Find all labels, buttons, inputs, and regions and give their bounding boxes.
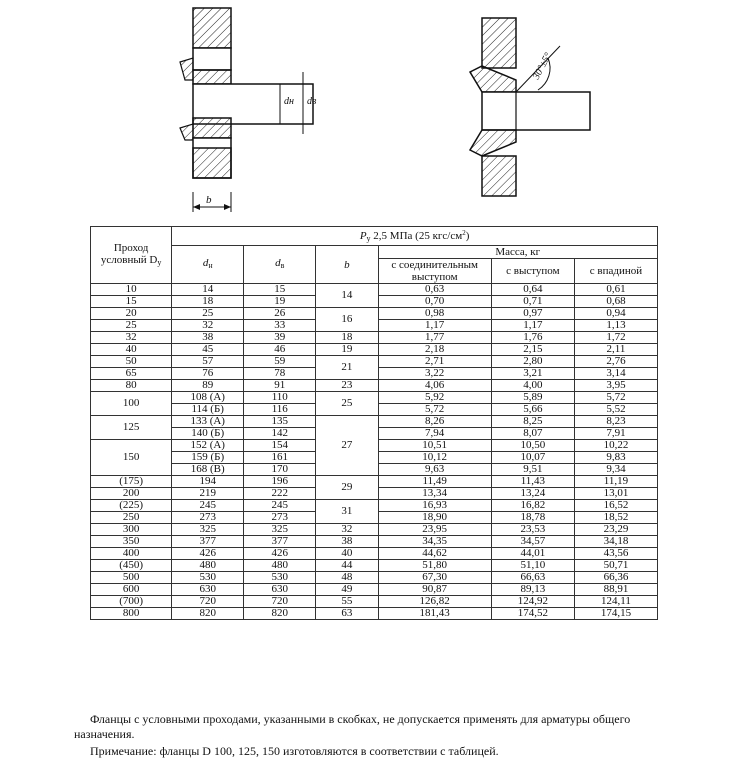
cell-mass-2: 9,51	[491, 464, 574, 476]
cell-mass-2: 5,89	[491, 392, 574, 404]
cell-dn: 18	[172, 296, 244, 308]
cell-mass-3: 0,61	[574, 284, 657, 296]
header-b-text: b	[344, 258, 350, 271]
table-row	[91, 344, 658, 356]
cell-dn: 45	[172, 344, 244, 356]
table-row	[91, 584, 658, 596]
cell-mass-3: 2,76	[574, 356, 657, 368]
cell-mass-1: 5,72	[378, 404, 491, 416]
table-row	[91, 416, 658, 428]
cell-dn: 38	[172, 332, 244, 344]
header-pressure-sup: 2	[462, 229, 466, 237]
label-angle: 30°±5°	[530, 51, 555, 82]
header-mass-2: с выступом	[491, 259, 574, 284]
label-dn: dн	[284, 96, 294, 107]
header-pressure-p: P	[359, 230, 367, 242]
cell-dv: 377	[244, 536, 316, 548]
table-row	[91, 356, 658, 368]
header-dn-sub: н	[208, 261, 213, 270]
cell-mass-2: 0,64	[491, 284, 574, 296]
cell-mass-3: 7,91	[574, 428, 657, 440]
cell-mass-3: 88,91	[574, 584, 657, 596]
cell-dy: 500	[91, 572, 172, 584]
cell-dn: 152 (А)	[172, 440, 244, 452]
cell-dv: 110	[244, 392, 316, 404]
cell-dn: 325	[172, 524, 244, 536]
cell-mass-2: 2,80	[491, 356, 574, 368]
cell-dn: 720	[172, 596, 244, 608]
cell-mass-1: 11,49	[378, 476, 491, 488]
cell-mass-2: 0,97	[491, 308, 574, 320]
cell-dv: 116	[244, 404, 316, 416]
cell-mass-3: 34,18	[574, 536, 657, 548]
cell-mass-3: 0,68	[574, 296, 657, 308]
cell-dn: 140 (Б)	[172, 428, 244, 440]
header-pressure-text: 2,5 МПа (25 кгс/см	[370, 230, 463, 242]
header-dn-text: d	[202, 257, 209, 269]
cell-dy: 50	[91, 356, 172, 368]
cell-mass-2: 13,24	[491, 488, 574, 500]
cell-mass-1: 126,82	[378, 596, 491, 608]
cell-dn: 820	[172, 608, 244, 620]
cell-mass-1: 2,71	[378, 356, 491, 368]
footer-note-2: Примечание: фланцы D 100, 125, 150 изготовляются в соответствии с таблицей.	[90, 744, 499, 758]
cell-dn: 168 (В)	[172, 464, 244, 476]
left-flange-section	[180, 8, 313, 212]
cell-dv: 245	[244, 500, 316, 512]
cell-b: 49	[316, 584, 378, 596]
cell-mass-3: 2,11	[574, 344, 657, 356]
cell-mass-1: 51,80	[378, 560, 491, 572]
cell-mass-1: 4,06	[378, 380, 491, 392]
header-dv-text: d	[275, 257, 281, 269]
cell-mass-2: 0,71	[491, 296, 574, 308]
cell-b: 44	[316, 560, 378, 572]
cell-b: 38	[316, 536, 378, 548]
header-pass-sub: y	[157, 257, 162, 267]
cell-mass-2: 23,53	[491, 524, 574, 536]
table-row	[91, 500, 658, 512]
cell-dv: 59	[244, 356, 316, 368]
cell-dn: 426	[172, 548, 244, 560]
cell-mass-1: 0,70	[378, 296, 491, 308]
cell-mass-2: 124,92	[491, 596, 574, 608]
cell-mass-1: 18,90	[378, 512, 491, 524]
cell-dn: 57	[172, 356, 244, 368]
cell-b: 55	[316, 596, 378, 608]
cell-dy: 150	[91, 440, 172, 476]
cell-dy: 200	[91, 488, 172, 500]
cell-dy: 80	[91, 380, 172, 392]
cell-mass-2: 3,21	[491, 368, 574, 380]
cell-mass-1: 67,30	[378, 572, 491, 584]
cell-dv: 91	[244, 380, 316, 392]
cell-dv: 26	[244, 308, 316, 320]
cell-dv: 161	[244, 452, 316, 464]
cell-mass-2: 18,78	[491, 512, 574, 524]
cell-mass-1: 44,62	[378, 548, 491, 560]
cell-mass-3: 23,29	[574, 524, 657, 536]
header-mass-1: с соединительным выступом	[378, 259, 491, 284]
cell-dy: 15	[91, 296, 172, 308]
cell-mass-2: 1,17	[491, 320, 574, 332]
header-pressure-sub: y	[366, 234, 371, 243]
cell-dn: 14	[172, 284, 244, 296]
cell-dy: (700)	[91, 596, 172, 608]
cell-mass-2: 11,43	[491, 476, 574, 488]
cell-mass-3: 18,52	[574, 512, 657, 524]
cell-dy: 32	[91, 332, 172, 344]
cell-dv: 154	[244, 440, 316, 452]
table-row	[91, 536, 658, 548]
footer-note-1: Фланцы с условными проходами, указанными в скобках, не допускается применять для арматуры общего назначения.	[74, 712, 631, 741]
cell-dy: 25	[91, 320, 172, 332]
cell-mass-3: 9,34	[574, 464, 657, 476]
cell-mass-2: 66,63	[491, 572, 574, 584]
table-row	[91, 380, 658, 392]
cell-mass-1: 0,63	[378, 284, 491, 296]
cell-mass-1: 5,92	[378, 392, 491, 404]
header-dv	[244, 246, 316, 284]
cell-mass-2: 8,25	[491, 416, 574, 428]
cell-mass-1: 34,35	[378, 536, 491, 548]
cell-mass-3: 1,13	[574, 320, 657, 332]
cell-b: 25	[316, 392, 378, 416]
flange-drawings	[0, 0, 750, 222]
flange-drawing-svg	[0, 0, 750, 222]
cell-dy: 250	[91, 512, 172, 524]
cell-mass-2: 174,52	[491, 608, 574, 620]
cell-dv: 820	[244, 608, 316, 620]
cell-b: 21	[316, 356, 378, 380]
cell-b: 19	[316, 344, 378, 356]
cell-dn: 245	[172, 500, 244, 512]
cell-b: 23	[316, 380, 378, 392]
cell-mass-2: 8,07	[491, 428, 574, 440]
cell-mass-2: 10,50	[491, 440, 574, 452]
cell-dv: 222	[244, 488, 316, 500]
header-dn	[172, 246, 244, 284]
cell-b: 14	[316, 284, 378, 308]
cell-mass-1: 1,77	[378, 332, 491, 344]
cell-mass-3: 13,01	[574, 488, 657, 500]
cell-mass-1: 23,95	[378, 524, 491, 536]
table-row	[91, 284, 658, 296]
table-row	[91, 524, 658, 536]
cell-dn: 32	[172, 320, 244, 332]
cell-dv: 39	[244, 332, 316, 344]
cell-mass-3: 66,36	[574, 572, 657, 584]
cell-mass-3: 10,22	[574, 440, 657, 452]
cell-dy: 65	[91, 368, 172, 380]
cell-dv: 630	[244, 584, 316, 596]
cell-dv: 78	[244, 368, 316, 380]
table-body	[91, 284, 658, 620]
cell-mass-2: 4,00	[491, 380, 574, 392]
cell-mass-1: 0,98	[378, 308, 491, 320]
cell-mass-1: 10,51	[378, 440, 491, 452]
cell-mass-1: 13,34	[378, 488, 491, 500]
cell-b: 31	[316, 500, 378, 524]
cell-dv: 196	[244, 476, 316, 488]
right-flange-section	[470, 18, 590, 196]
cell-mass-1: 7,94	[378, 428, 491, 440]
cell-b: 32	[316, 524, 378, 536]
header-pass	[91, 227, 172, 284]
cell-dn: 530	[172, 572, 244, 584]
cell-mass-3: 124,11	[574, 596, 657, 608]
cell-b: 63	[316, 608, 378, 620]
cell-mass-1: 2,18	[378, 344, 491, 356]
cell-mass-1: 10,12	[378, 452, 491, 464]
table-row	[91, 308, 658, 320]
cell-dn: 133 (А)	[172, 416, 244, 428]
cell-dn: 25	[172, 308, 244, 320]
cell-dy: 20	[91, 308, 172, 320]
header-dv-sub: в	[280, 261, 285, 270]
cell-mass-3: 0,94	[574, 308, 657, 320]
cell-dv: 135	[244, 416, 316, 428]
cell-mass-1: 90,87	[378, 584, 491, 596]
cell-dn: 480	[172, 560, 244, 572]
cell-dv: 15	[244, 284, 316, 296]
cell-mass-2: 10,07	[491, 452, 574, 464]
cell-dy: (175)	[91, 476, 172, 488]
cell-mass-3: 3,95	[574, 380, 657, 392]
cell-mass-1: 16,93	[378, 500, 491, 512]
header-mass-3: с впадиной	[574, 259, 657, 284]
cell-dy: 800	[91, 608, 172, 620]
table-row	[91, 596, 658, 608]
cell-mass-1: 8,26	[378, 416, 491, 428]
cell-dv: 46	[244, 344, 316, 356]
cell-dn: 194	[172, 476, 244, 488]
header-pressure	[172, 227, 658, 246]
flange-spec-table	[90, 226, 658, 620]
cell-b: 27	[316, 416, 378, 476]
label-dv: dв	[307, 96, 317, 107]
cell-mass-2: 16,82	[491, 500, 574, 512]
cell-mass-3: 16,52	[574, 500, 657, 512]
cell-b: 16	[316, 308, 378, 332]
label-b: b	[206, 194, 212, 206]
cell-mass-2: 2,15	[491, 344, 574, 356]
cell-dv: 170	[244, 464, 316, 476]
cell-mass-2: 34,57	[491, 536, 574, 548]
cell-dy: (450)	[91, 560, 172, 572]
cell-mass-3: 5,72	[574, 392, 657, 404]
cell-dv: 530	[244, 572, 316, 584]
cell-mass-3: 50,71	[574, 560, 657, 572]
cell-dy: 350	[91, 536, 172, 548]
cell-dn: 630	[172, 584, 244, 596]
header-pass-text: Проход условный D	[100, 241, 158, 266]
cell-mass-3: 1,72	[574, 332, 657, 344]
cell-dv: 720	[244, 596, 316, 608]
cell-dy: 100	[91, 392, 172, 416]
cell-dv: 480	[244, 560, 316, 572]
cell-dv: 19	[244, 296, 316, 308]
cell-mass-3: 8,23	[574, 416, 657, 428]
cell-mass-3: 11,19	[574, 476, 657, 488]
cell-dy: 300	[91, 524, 172, 536]
header-pressure-end: )	[465, 230, 470, 242]
cell-dn: 377	[172, 536, 244, 548]
cell-dv: 273	[244, 512, 316, 524]
cell-mass-2: 44,01	[491, 548, 574, 560]
cell-dy: 600	[91, 584, 172, 596]
cell-dy: 125	[91, 416, 172, 440]
cell-mass-1: 9,63	[378, 464, 491, 476]
cell-mass-1: 1,17	[378, 320, 491, 332]
cell-mass-3: 43,56	[574, 548, 657, 560]
cell-dn: 273	[172, 512, 244, 524]
cell-b: 40	[316, 548, 378, 560]
cell-mass-3: 3,14	[574, 368, 657, 380]
cell-dv: 426	[244, 548, 316, 560]
cell-dy: (225)	[91, 500, 172, 512]
cell-dy: 40	[91, 344, 172, 356]
cell-dn: 108 (А)	[172, 392, 244, 404]
cell-dn: 114 (Б)	[172, 404, 244, 416]
table-row	[91, 572, 658, 584]
cell-mass-3: 5,52	[574, 404, 657, 416]
table-row	[91, 560, 658, 572]
cell-dy: 10	[91, 284, 172, 296]
cell-mass-1: 181,43	[378, 608, 491, 620]
header-b	[316, 246, 378, 284]
header-mass: Масса, кг	[378, 246, 657, 259]
table-row	[91, 392, 658, 404]
table-row	[91, 332, 658, 344]
cell-dv: 142	[244, 428, 316, 440]
cell-mass-2: 5,66	[491, 404, 574, 416]
cell-b: 48	[316, 572, 378, 584]
cell-mass-3: 174,15	[574, 608, 657, 620]
cell-dy: 400	[91, 548, 172, 560]
table-row	[91, 476, 658, 488]
cell-dn: 89	[172, 380, 244, 392]
cell-dn: 219	[172, 488, 244, 500]
cell-b: 29	[316, 476, 378, 500]
cell-mass-2: 51,10	[491, 560, 574, 572]
cell-dv: 325	[244, 524, 316, 536]
cell-dn: 159 (Б)	[172, 452, 244, 464]
cell-mass-1: 3,22	[378, 368, 491, 380]
cell-dn: 76	[172, 368, 244, 380]
cell-mass-3: 9,83	[574, 452, 657, 464]
table-row	[91, 608, 658, 620]
cell-mass-2: 1,76	[491, 332, 574, 344]
cell-mass-2: 89,13	[491, 584, 574, 596]
table-row	[91, 548, 658, 560]
cell-dv: 33	[244, 320, 316, 332]
cell-b: 18	[316, 332, 378, 344]
